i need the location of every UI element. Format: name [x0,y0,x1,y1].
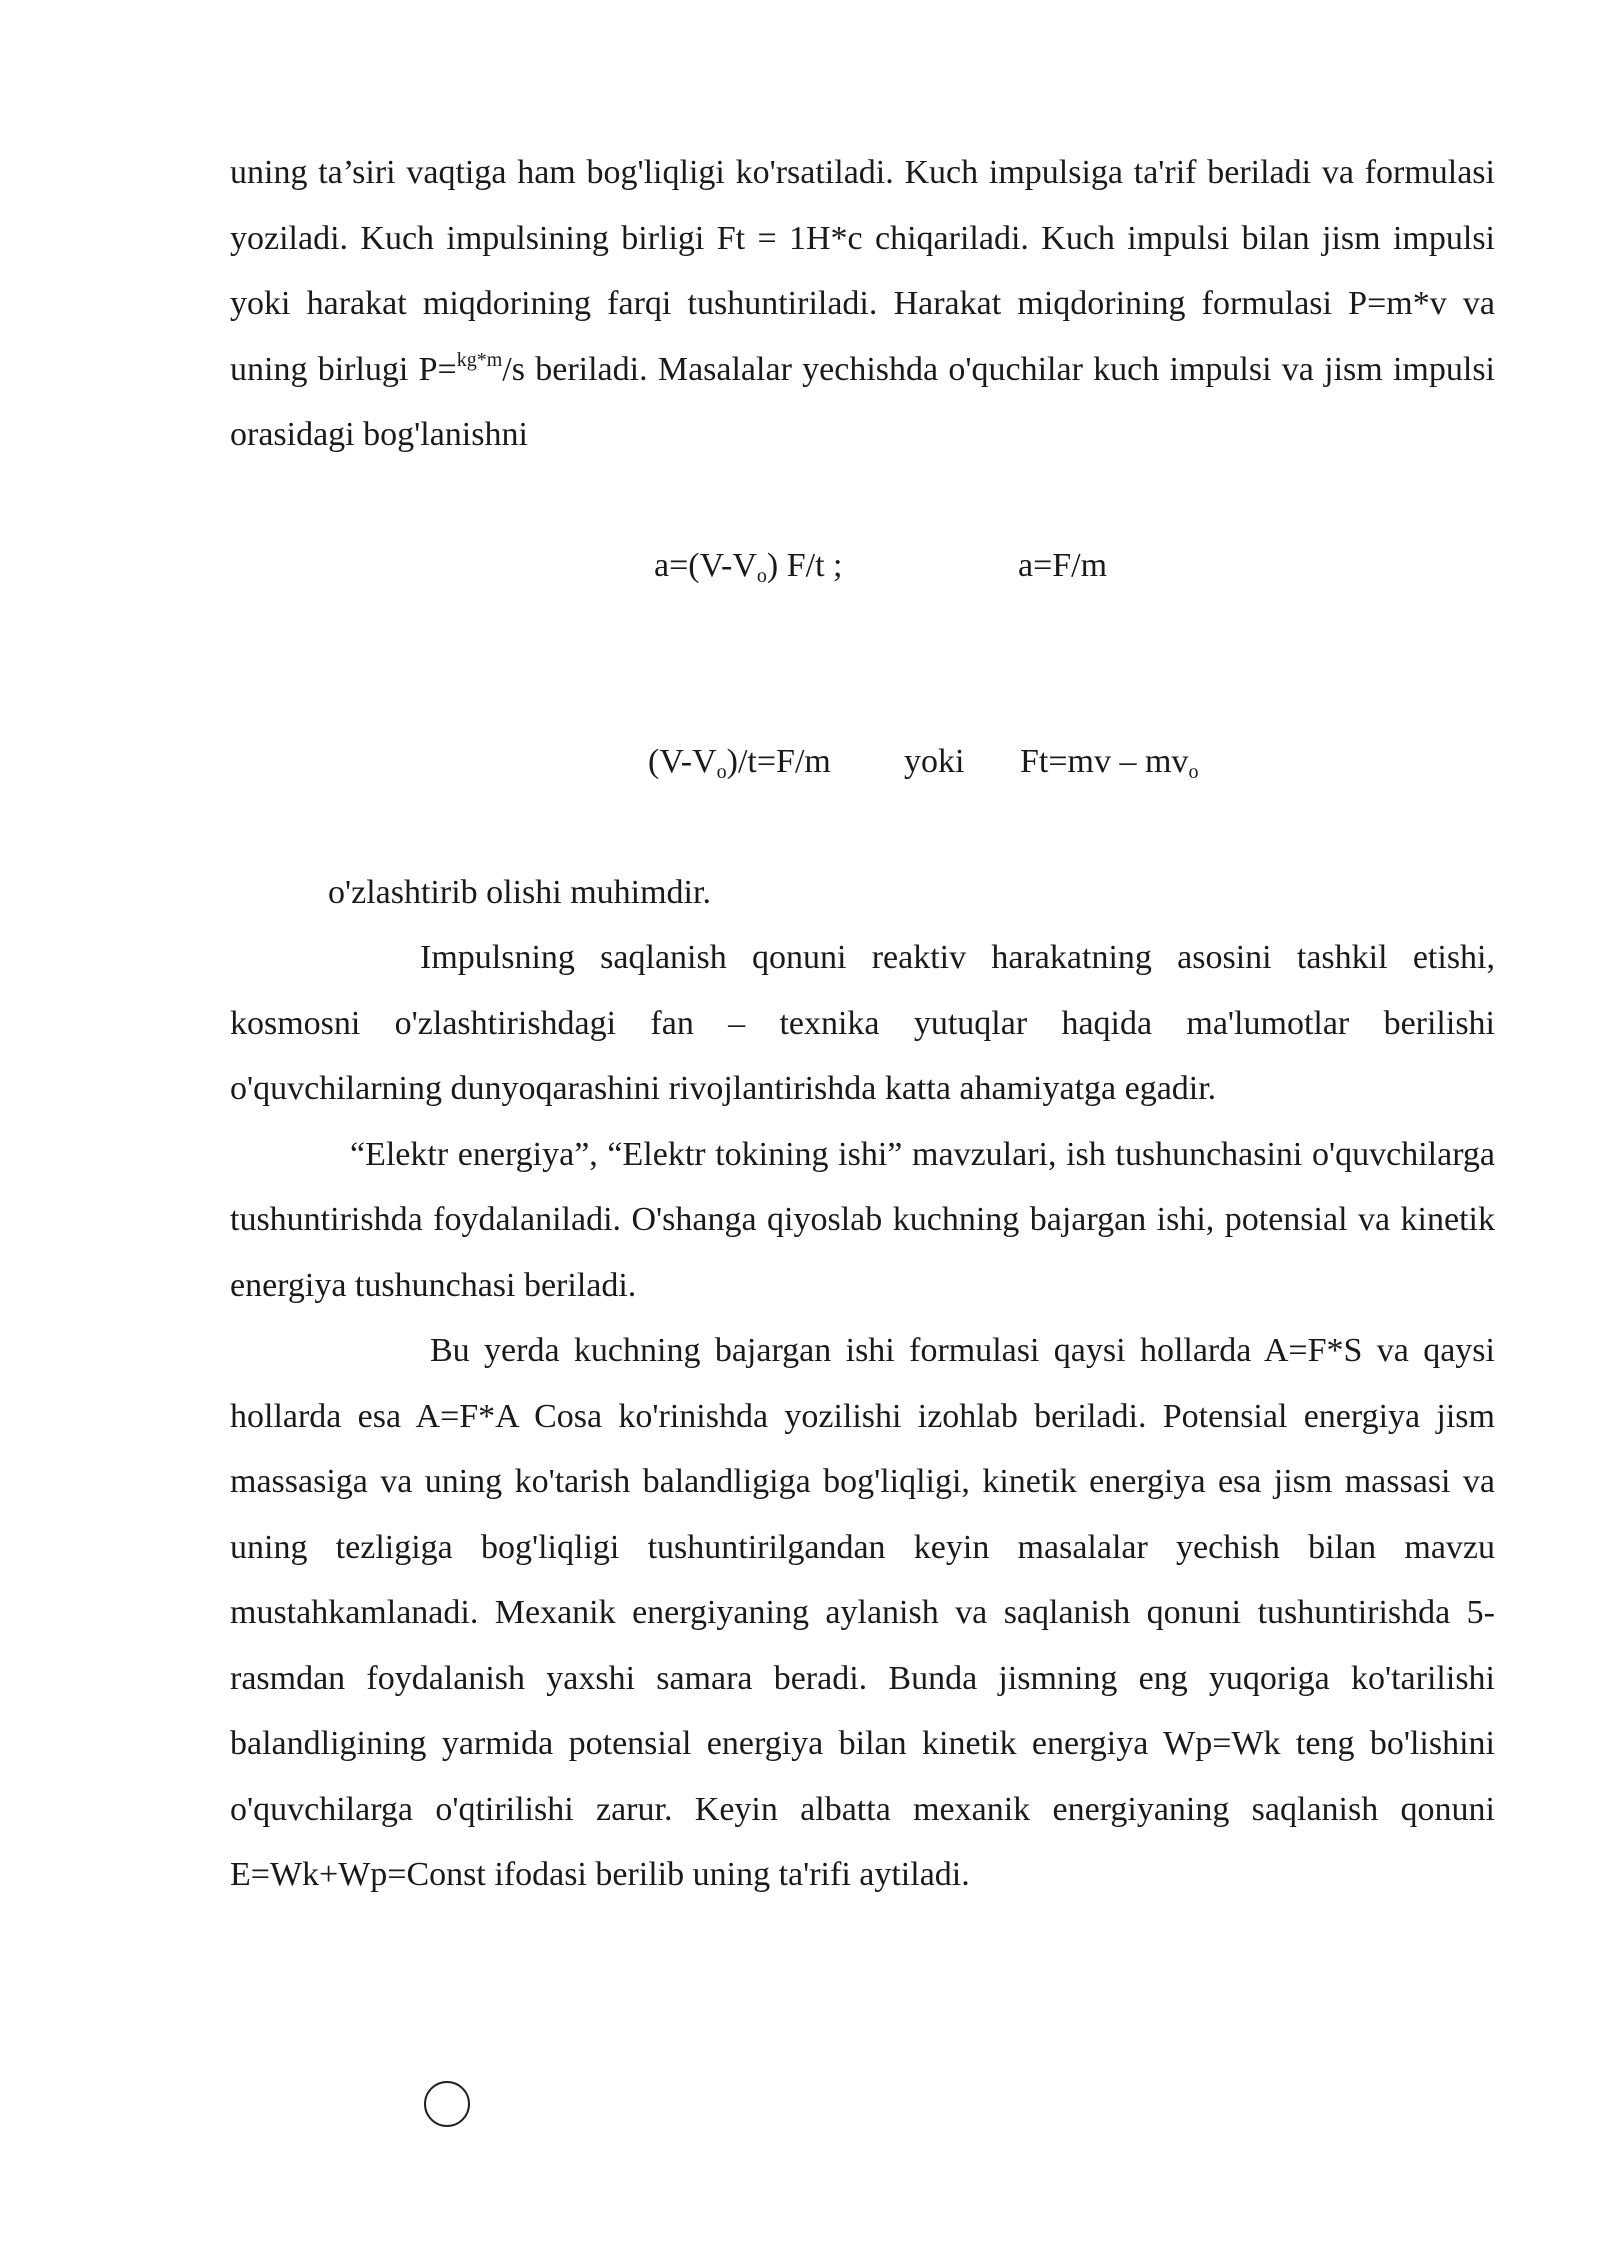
formula-acceleration-left: $a=(V-V_o)$ F/t ; [654,546,843,587]
circle-mark [424,2081,470,2127]
formula-impulse-left: $(V-V_o)/t=F/m$ [648,742,831,783]
document-page [230,140,1495,1908]
formula-impulse-relation [230,729,1495,794]
paragraph-mastery: o'zlashtirib olishi muhimdir. [328,873,711,911]
paragraph-electric-energy: “Elektr energiya”, “Elektr tokining ishi” mavzulari, ish tushunchasini o'quvchilarga tushuntirishda foydalaniladi. O'shanga qiyoslab kuchning bajargan ishi, potensial va kinetik energiya tushunchasi beriladi. [230,1135,1495,1304]
formula-acceleration-right: a=F/m [1018,546,1108,584]
formula-acceleration [230,533,1495,598]
paragraph-impulse-text-2: /s beriladi. Masalalar yechishda o'quchilar kuch impulsi va jism impulsi orasidagi bog'lanishni [230,350,1495,453]
paragraph-work-energy: Bu yerda kuchning bajargan ishi formulasi qaysi hollarda A=F*S va qaysi hollarda esa A=F*A Cosa ko'rinishda yozilishi izohlab beriladi. Potensial energiya jism massasiga va uning ko'tarish balandligiga bog'liqligi, kinetik energiya esa jism massasi va uning tezligiga bog'liqligi tushuntirilgandan keyin masalalar yechish bilan mavzu mustahkamlanadi. Mexanik energiyaning aylanish va saqlanish qonuni tushuntirishda 5-rasmdan foydalanish yaxshi samara beradi. Bunda jismning eng yuqoriga ko'tarilishi balandligining yarmida potensial energiya bilan kinetik energiya Wp=Wk teng bo'lishini o'quvchilarga o'qtirilishi zarur. Keyin albatta mexanik energiyaning saqlanish qonuni E=Wk+Wp=Const ifodasi berilib uning ta'rifi aytiladi. [230,1332,1495,1893]
formula-impulse-right: $Ft=mv - mv_o$ [1020,742,1199,783]
unit-superscript: kg*m [456,348,503,371]
paragraph-conservation-impulse: Impulsning saqlanish qonuni reaktiv harakatning asosini tashkil etishi, kosmosni o'zlashtirishdagi fan – texnika yutuqlar haqida ma'lumotlar berilishi o'quvchilarning dunyoqarashini rivojlantirishda katta ahamiyatga egadir. [230,939,1495,1107]
paragraph-impulse-intro [230,140,1495,468]
formula-impulse-middle: yoki [904,742,965,780]
paragraph-impulse-text-1: uning ta’siri vaqtiga ham bog'liqligi ko'rsatiladi. Kuch impulsiga ta'rif beriladi va formulasi yoziladi. Kuch impulsining birligi Ft = 1H*c chiqariladi. Kuch impulsi bilan jism impulsi yoki harakat miqdorining farqi tushuntiriladi. Harakat miqdorining formulasi P=m*v va uning birlugi P= [230,154,1495,388]
